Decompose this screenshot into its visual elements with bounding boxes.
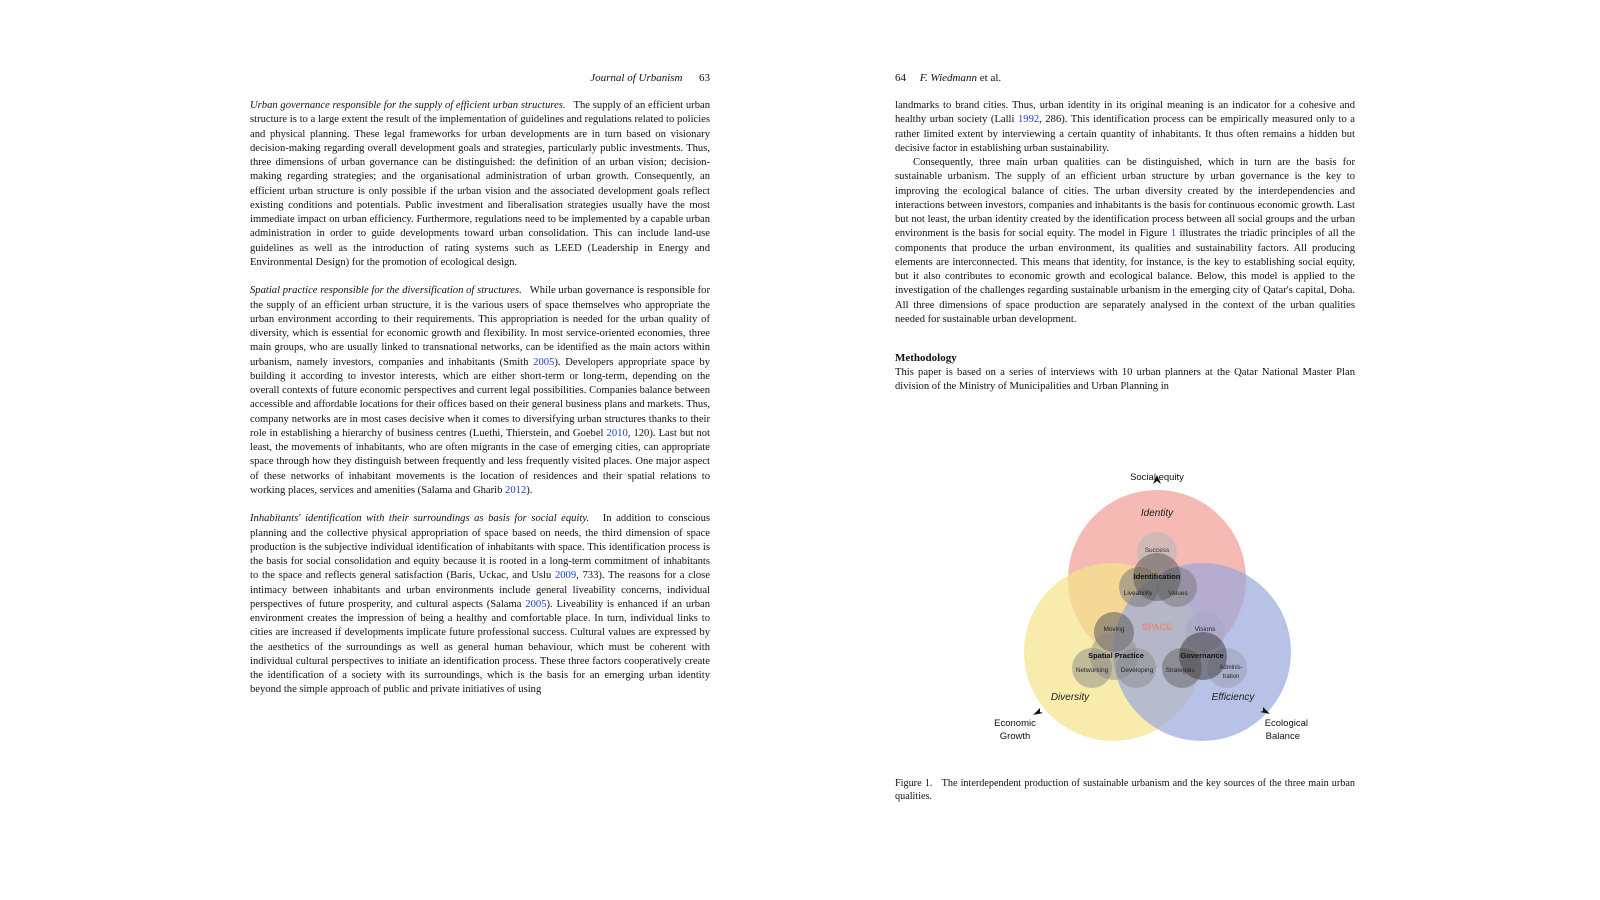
- label-social-equity: Social equity: [1130, 472, 1184, 483]
- caption-text: The interdependent production of sustainable urbanism and the key sources of the three main urban qualities.: [895, 778, 1355, 802]
- paragraph-methodology: This paper is based on a series of interviews with 10 urban planners at the Qatar National Master Plan division of the Ministry of Municipalities and Urban Planning in: [895, 366, 1355, 392]
- label-networking: Networking: [1075, 667, 1109, 674]
- paragraph-text: illustrates the triadic principles of all the components that produce the urban environment, its qualities and sustainability factors. All producing elements are interconnected. This means that identity, for instance, is the key to establishing social equity, but it also contributes to economic growth and ecological balance. Below, this model is applied to the investigation of the challenges regarding sustainable urbanism in the emerging city of Qatar's capital, Doha. All three dimensions of space production are separately analysed in the context of the urban qualities needed for sustainable urban development.: [895, 228, 1355, 325]
- label-balance: Balance: [1265, 731, 1300, 742]
- figure-1-diagram: [970, 472, 1308, 759]
- paragraph-text: ).: [526, 484, 533, 496]
- label-identification: Identification: [1133, 572, 1181, 581]
- paragraph-landmarks: [895, 99, 1355, 156]
- right-page-number: 64: [895, 72, 906, 84]
- label-diversity: Diversity: [1050, 692, 1090, 703]
- paragraph-governance: [250, 99, 710, 270]
- paragraph-text: landmarks to brand cities. Thus, urban identity in its original meaning is an indicator for a cohesive and healthy urban society (Lalli: [895, 100, 1355, 126]
- citation-link[interactable]: 1992: [1017, 114, 1040, 126]
- paragraph-spatial-practice: [250, 284, 710, 498]
- section-heading-methodology: Methodology: [895, 352, 957, 364]
- left-page-number: 63: [699, 72, 710, 84]
- label-ecological: Ecological: [1264, 718, 1308, 729]
- paragraph-text: Consequently, three main urban qualities can be distinguished, which in turn are the basis for sustainable urbanism. The supply of an efficient urban structure by urban governance is the key to improving the ecological balance of cities. The urban diversity created by the interdependencies and interactions between investors, companies and inhabitants is the basis for continuous economic growth. Last but not least, the urban identity created by the identification process between all social groups and the urban environment is the basis for social equity. The model in Figure: [895, 157, 1355, 240]
- paragraph-text: ). Developers appropriate space by building it according to investor interests, which are either short-term or long-term, depending on the overall contexts of future economic perspectives and current legal possibilities. Companies balance between accessible and affordable locations for their offices based on their general business plans and markets. Thus, company networks are in most cases decisive when it comes to diversifying urban structures thanks to their role in establishing a hierarchy of business centres (Luethi, Thierstein, and Goebel: [250, 356, 711, 439]
- label-efficiency: Efficiency: [1211, 692, 1255, 703]
- label-developing: Developing: [1120, 667, 1154, 674]
- run-in-heading: Urban governance responsible for the supply of efficient urban structures.: [250, 100, 566, 111]
- run-in-heading: Spatial practice responsible for the diversification of structures.: [250, 285, 522, 297]
- figure-reference-link[interactable]: 1: [1170, 228, 1177, 240]
- label-identity: Identity: [1140, 508, 1174, 519]
- label-administration-2: tration: [1222, 674, 1240, 680]
- paragraph-text: , 286). This identification process can be empirically measured only to a rather limited extent by interviewing a certain quantity of inhabitants. It thus often remains a hidden but decisive factor in establishing urban sustainability.: [895, 114, 1355, 154]
- label-liveability: Liveability: [1123, 590, 1153, 597]
- label-administration-1: Adminis-: [1219, 665, 1243, 671]
- arrow-down-left-icon: [1033, 708, 1043, 715]
- paragraph-text: In addition to conscious planning and the collective physical appropriation of space based on needs, the third dimension of space production is the subjective individual identification of inhabitants with space. This identification process is the basis for social consolidation and equity because it is rooted in a long-term commitment of inhabitants to the space and reflects general satisfaction (Baris, Uckac, and Uslu: [250, 513, 710, 582]
- caption-label: Figure 1.: [895, 778, 933, 789]
- paragraph-text: ). Liveability is enhanced if an urban environment creates the impression of being a healthy and comfortable place. In turn, individual links to cities are increased if developments implicate future professional success. Cultural values are expressed by the aesthetics of the surroundings as well as general human behaviour, which must be coherent with individual cultural perspectives to initiate an identification process. These three factors cooperatively create the identification of a society with its surroundings, which is the basis for an emerging urban identity beyond the simple approach of public and private initiatives of using: [250, 598, 710, 696]
- paragraph-identification: [250, 512, 710, 697]
- left-page-header: [590, 71, 710, 85]
- label-economic: Economic: [994, 718, 1036, 729]
- label-spatial-practice: Spatial Practice: [1088, 651, 1144, 660]
- citation-link[interactable]: 2012: [505, 484, 527, 496]
- label-growth: Growth: [999, 731, 1031, 742]
- label-visions: Visions: [1194, 626, 1216, 633]
- label-success: Success: [1144, 547, 1170, 554]
- citation-link[interactable]: 2005: [533, 356, 555, 368]
- paragraph-text: While urban governance is responsible for the supply of an efficient urban structure, it is the various users of space themselves who appropriate the urban environment according to their requirements. This appropriation is needed for the urban quality of diversity, which is essential for economic growth and flexibility. In most service-oriented economies, three main groups, who are usually linked to transnational networks, can be identified as the main actors within urbanism, namely investors, companies and inhabitants (Smith: [250, 285, 710, 368]
- run-in-heading: Inhabitants' identification with their surroundings as basis for social equity.: [250, 513, 590, 525]
- left-page-body: [250, 99, 710, 698]
- label-space: SPACE: [1141, 622, 1173, 632]
- right-page-body: [895, 99, 1355, 394]
- journal-title: Journal of Urbanism: [590, 72, 683, 84]
- right-page-header: [895, 71, 1001, 85]
- citation-link[interactable]: 2010: [606, 427, 628, 439]
- citation-link[interactable]: 2005: [525, 598, 547, 610]
- paragraph-text: , 120). Last but not least, the movements of inhabitants, who are often migrants in the case of emerging cities, can appropriate space through how they distinguish between frequently and less frequently visited places. One major aspect of these networks of inhabitant movements is the location of residences and their spatial relations to working places, services and amenities (Salama and Gharib: [250, 427, 710, 496]
- paragraph-urban-qualities: [895, 156, 1355, 327]
- author-name: F. Wiedmann: [919, 72, 977, 84]
- label-moving: Moving: [1103, 626, 1125, 633]
- citation-link[interactable]: 2009: [554, 570, 577, 582]
- label-governance: Governance: [1180, 651, 1224, 660]
- author-suffix: et al.: [979, 72, 1002, 84]
- venn-diagram: [970, 472, 1308, 759]
- figure-caption: [895, 778, 1355, 803]
- label-strategies: Strategies: [1165, 667, 1195, 674]
- label-values: Values: [1168, 590, 1188, 597]
- paragraph-text: The supply of an efficient urban structure is to a large extent the result of the implementation of guidelines and regulations related to policies and physical planning. These legal frameworks for urban developments are in turn based on visionary decision-making regarding overall development goals and strategies, particularly public investments. Thus, three dimensions of urban governance can be distinguished: the definition of an urban vision; decision-making regarding strategies; and the organisational administration of urban growth. Consequently, an efficient urban structure is only possible if the urban vision and the associated development goals reflect existing conditions and potentials. Public investment and liberalisation strategies usually have the most immediate impact on urban efficiency. Furthermore, regulations need to be implemented by a capable urban administration in order to guide developments toward urban consolidation. This can include land-use guidelines as well as the introduction of rating systems such as LEED (Leadership in Energy and Environmental Design) for the promotion of ecological design.: [250, 100, 710, 268]
- paragraph-text: , 733). The reasons for a close intimacy between inhabitants and urban environments include general liveability concerns, individual perspectives of future prosperity, and cultural aspects (Salama: [250, 570, 710, 610]
